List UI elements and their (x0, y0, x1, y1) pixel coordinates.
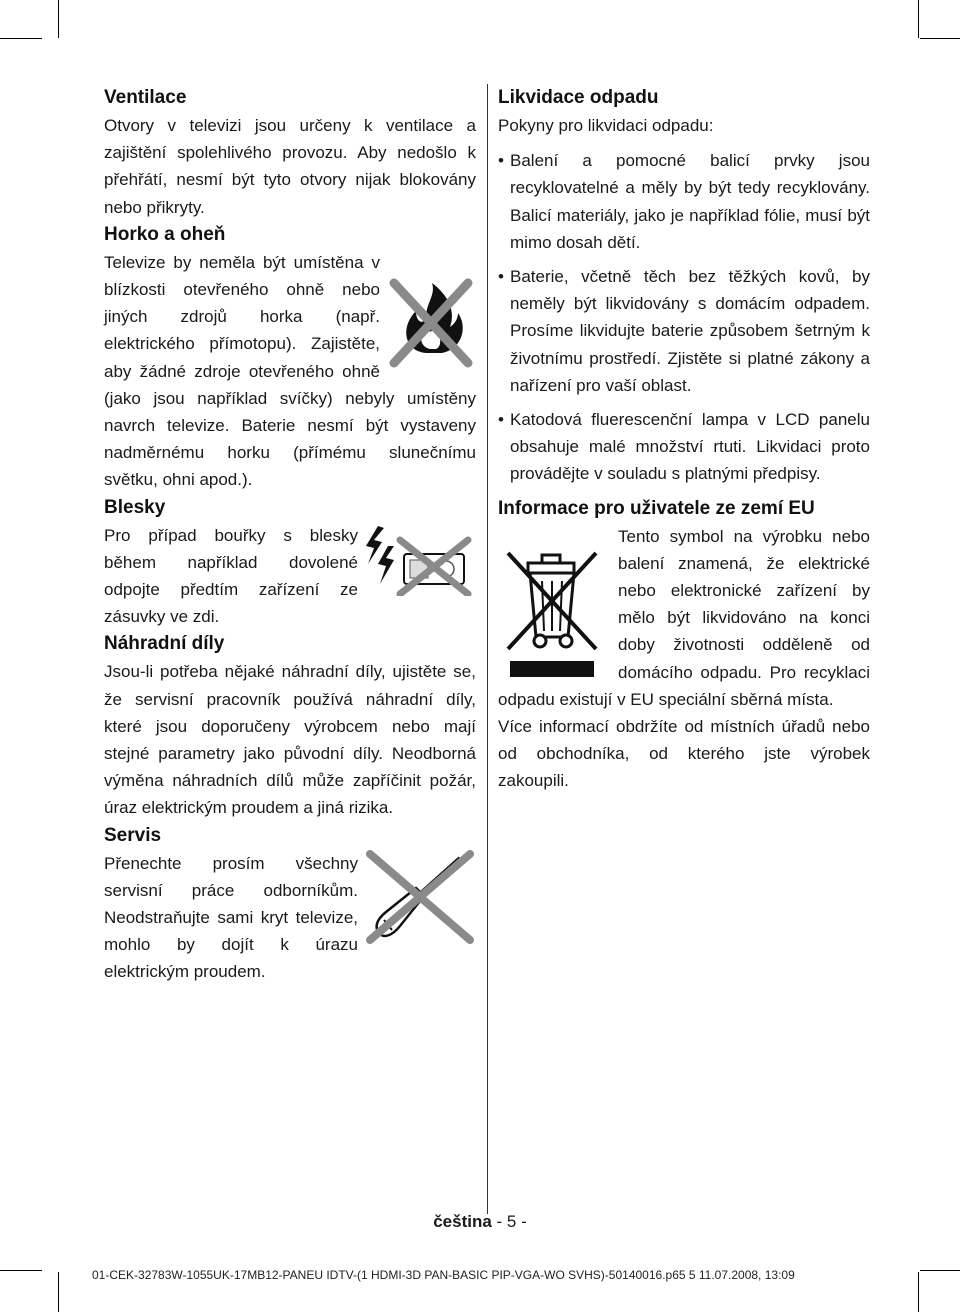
disposal-list (498, 147, 870, 487)
section-title: Servis (104, 824, 162, 846)
section-text: Přenechte prosím všechny servisní práce odborníkům. Neodstraňujte sami kryt televize, mohlo by dojít k úrazu elektrickým proudem. (104, 853, 358, 982)
section-likvidace (498, 84, 870, 488)
section-text: Televize by neměla být umístěna v blízkosti otevřeného ohně nebo jiných zdrojů horka (např. elektrického přímotopu). Zajistěte, aby žádné zdroje otevřeného ohně (jako jsou například svíčky) nebyly umístěny navrch televize. Baterie nesmí být vystaveny nadměrnému horku (přímému slunečnímu světku, ohni apod.). (104, 252, 476, 490)
footer-language: čeština (433, 1212, 492, 1231)
section-ventilace (104, 84, 476, 221)
weee-bin-icon (498, 541, 608, 681)
list-item: • Balení a pomocné balicí prvky jsou recyklovatelné a měly by být tedy recyklovány. Balicí materiály, jako je například fólie, musí být mimo dosah dětí. (498, 147, 870, 256)
section-text-2: Více informací obdržíte od místních úřadů nebo od obchodníka, od kterého jste výrobek zakoupili. (498, 717, 870, 791)
unplug-lightning-icon (364, 524, 476, 596)
section-text: Jsou-li potřeba nějaké náhradní díly, ujistěte se, že servisní pracovník používá náhradní díly, které jsou doporučeny výrobcem nebo mají stejné parametry jako původní díly. Neodborná výměna náhradních dílů může zapříčinit požár, úraz elektrickým proudem a jiná rizika. (104, 662, 476, 818)
file-info: 01-CEK-32783W-1055UK-17MB12-PANEU IDTV-(1 HDMI-3D PAN-BASIC PIP-VGA-WO SVHS)-50140016.p65 5 11.07.2008, 13:09 (92, 1268, 795, 1282)
crop-mark (920, 1270, 960, 1271)
crop-mark (0, 38, 42, 39)
section-blesky (104, 494, 476, 631)
section-title: Informace pro uživatele ze zemí EU (498, 497, 815, 519)
section-title: Ventilace (104, 87, 187, 108)
section-informace (498, 495, 870, 795)
section-servis (104, 822, 476, 986)
crop-mark (918, 1272, 919, 1312)
section-title: Likvidace odpadu (498, 87, 659, 108)
section-title: Náhradní díly (104, 633, 225, 655)
left-column (104, 84, 476, 986)
crop-mark (918, 0, 919, 38)
section-title: Blesky (104, 496, 166, 518)
section-intro: Pokyny pro likvidaci odpadu: (498, 116, 714, 135)
crop-mark (920, 38, 960, 39)
footer-page: - 5 - (491, 1212, 527, 1231)
list-item: • Baterie, včetně těch bez těžkých kovů, by neměly být likvidovány s domácím odpadem. Prosíme likvidujte baterie způsobem šetrným k životnímu prostředí. Zjistěte si platné zákony a nařízení pro vaší oblast. (498, 263, 870, 399)
section-text: Otvory v televizi jsou určeny k ventilace a zajištění spolehlivého provozu. Aby nedošlo k přehřátí, nesmí být tyto otvory nijak blokovány nebo přikryty. (104, 116, 476, 217)
column-divider (487, 84, 488, 1214)
no-screwdriver-icon (364, 848, 476, 944)
section-text: Tento symbol na výrobku nebo balení znamená, že elektrické nebo elektronické zařízení by mělo být likvidováno na konci doby životnosti odděleně od domácího odpadu. Pro recyklaci odpadu existují v EU speciální sběrná místa. (498, 526, 870, 709)
list-item: • Katodová fluerescenční lampa v LCD panelu obsahuje malé množství rtuti. Likvidaci proto provádějte v souladu s platnými předpisy. (498, 406, 870, 488)
section-text: Pro případ bouřky s blesky během například dovolené odpojte předtím zařízení ze zásuvky ve zdi. (104, 525, 358, 627)
right-column (498, 84, 870, 795)
no-fire-icon (386, 275, 476, 371)
crop-mark (58, 0, 59, 38)
section-title: Horko a oheň (104, 223, 226, 245)
crop-mark (58, 1272, 59, 1312)
section-horko (104, 221, 476, 494)
crop-mark (0, 1270, 42, 1271)
page-number (0, 1212, 960, 1232)
section-nahradni (104, 630, 476, 821)
